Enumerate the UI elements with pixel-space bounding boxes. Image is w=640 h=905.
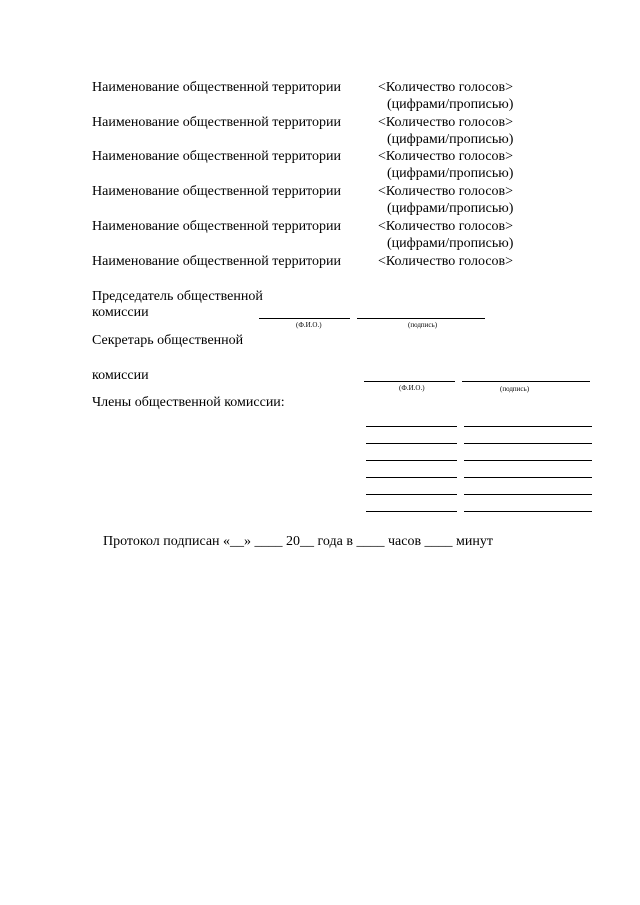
member-fio-line-4 bbox=[366, 477, 457, 478]
chairman-signature-line bbox=[357, 318, 485, 319]
member-signature-line-4 bbox=[464, 477, 592, 478]
member-signature-line-6 bbox=[464, 511, 592, 512]
members-label: Члены общественной комиссии: bbox=[92, 395, 285, 410]
votes-count-1: <Количество голосов> bbox=[378, 80, 514, 95]
chairman-signature-caption: (подпись) bbox=[408, 321, 438, 329]
secretary-signature-line bbox=[462, 381, 590, 382]
votes-count-2: <Количество голосов> bbox=[378, 115, 514, 130]
chairman-fio-line bbox=[259, 318, 350, 319]
votes-count-5: <Количество голосов> bbox=[378, 219, 514, 234]
member-fio-line-5 bbox=[366, 494, 457, 495]
territory-name-3: Наименование общественной территории bbox=[92, 149, 341, 164]
secretary-fio-caption: (Ф.И.О.) bbox=[399, 384, 425, 392]
secretary-label-line2: комиссии bbox=[92, 368, 149, 383]
member-signature-line-2 bbox=[464, 443, 592, 444]
territory-name-2: Наименование общественной территории bbox=[92, 115, 341, 130]
votes-note-4: (цифрами/прописью) bbox=[387, 201, 514, 216]
member-fio-line-6 bbox=[366, 511, 457, 512]
votes-count-6: <Количество голосов> bbox=[378, 254, 514, 269]
protocol-signed-line: Протокол подписан «__» ____ 20__ года в ____ часов ____ минут bbox=[103, 534, 494, 549]
chairman-label-line2: комиссии bbox=[92, 305, 149, 320]
member-fio-line-1 bbox=[366, 426, 457, 427]
territory-name-6: Наименование общественной территории bbox=[92, 254, 341, 269]
votes-note-2: (цифрами/прописью) bbox=[387, 132, 514, 147]
member-signature-line-1 bbox=[464, 426, 592, 427]
votes-note-5: (цифрами/прописью) bbox=[387, 236, 514, 251]
member-signature-line-5 bbox=[464, 494, 592, 495]
member-fio-line-2 bbox=[366, 443, 457, 444]
votes-note-1: (цифрами/прописью) bbox=[387, 97, 514, 112]
votes-count-3: <Количество голосов> bbox=[378, 149, 514, 164]
votes-count-4: <Количество голосов> bbox=[378, 184, 514, 199]
member-signature-line-3 bbox=[464, 460, 592, 461]
territory-name-1: Наименование общественной территории bbox=[92, 80, 341, 95]
territory-name-5: Наименование общественной территории bbox=[92, 219, 341, 234]
secretary-fio-line bbox=[364, 381, 455, 382]
votes-note-3: (цифрами/прописью) bbox=[387, 166, 514, 181]
secretary-label-line1: Секретарь общественной bbox=[92, 333, 244, 348]
member-fio-line-3 bbox=[366, 460, 457, 461]
chairman-label-line1: Председатель общественной bbox=[92, 289, 263, 304]
territory-name-4: Наименование общественной территории bbox=[92, 184, 341, 199]
secretary-signature-caption: (подпись) bbox=[500, 385, 530, 393]
chairman-fio-caption: (Ф.И.О.) bbox=[296, 321, 322, 329]
